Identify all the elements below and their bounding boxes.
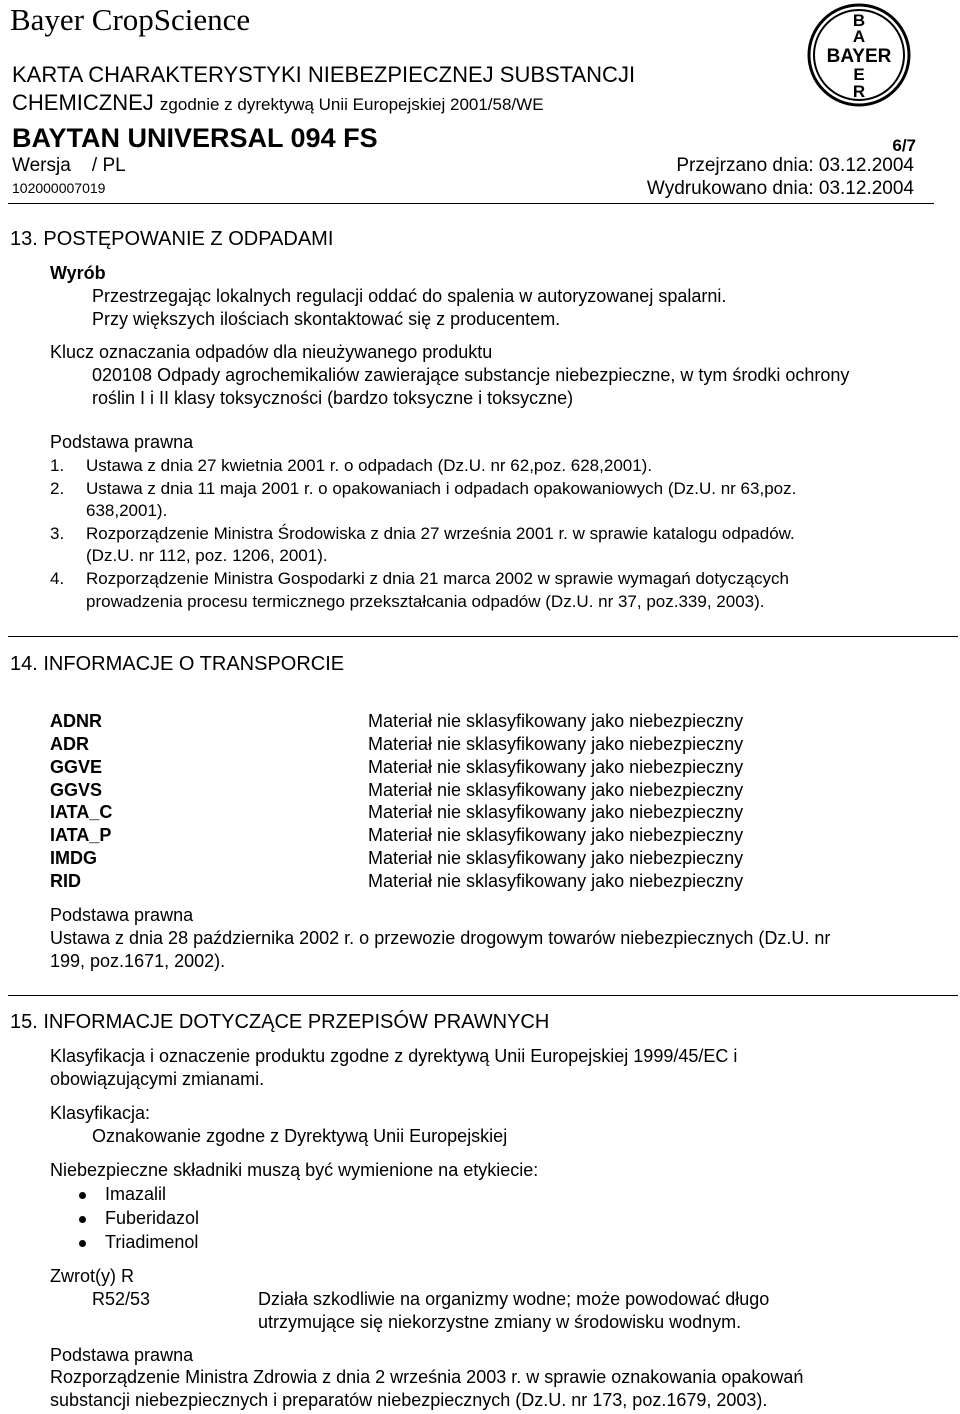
section15-legal-heading: Podstawa prawna [50,1345,194,1365]
document-title-line2 [12,90,544,116]
legal-item-text: Rozporządzenie Ministra Środowiska z dnia 27 września 2001 r. w sprawie katalogu odpadów. [86,524,795,543]
r-phrase-code: R52/53 [92,1289,151,1309]
section15-legal-line: substancji niebezpiecznych i preparatów niebezpiecznych (Dz.U. nr 173, poz.1679, 2003). [50,1390,768,1410]
legal-item-text: Ustawa z dnia 11 maja 2001 r. o opakowaniach i odpadach opakowaniowych (Dz.U. nr 63,poz. [86,479,797,498]
logo-letter: B [852,11,866,30]
section13-product-line: Przy większych ilościach skontaktować się z producentem. [92,309,561,329]
legal-item-text: 638,2001). [86,501,168,520]
logo-letter: BAYER [826,46,892,67]
bullet-icon [79,1240,86,1247]
bullet-icon [79,1192,86,1199]
legal-item-text: Rozporządzenie Ministra Gospodarki z dnia 21 marca 2002 w sprawie wymagań dotyczących [86,569,790,588]
r-phrases-label: Zwrot(y) R [50,1266,134,1286]
component-item: Triadimenol [105,1232,199,1252]
section13-legal-heading: Podstawa prawna [50,432,194,452]
section14-heading: 14. INFORMACJE O TRANSPORCIE [10,653,345,675]
classification-value: Oznakowanie zgodne z Dyrektywą Unii Europejskiej [92,1126,508,1146]
legal-item-number: 2. [50,479,65,498]
transport-code: GGVS [50,780,103,800]
page-number: 6/7 [892,136,916,155]
section13-product-line: Przestrzegając lokalnych regulacji oddać do spalenia w autoryzowanej spalarni. [92,286,727,306]
component-item: Imazalil [105,1184,167,1204]
language-text: / PL [91,155,126,176]
r-phrase-text: Działa szkodliwie na organizmy wodne; może powodować długo [258,1289,770,1309]
logo-letter: A [852,27,866,46]
transport-value: Materiał nie sklasyfikowany jako niebezpieczny [368,802,744,822]
document-title-line1: KARTA CHARAKTERYSTYKI NIEBEZPIECZNEJ SUBSTANCJI [12,62,636,87]
waste-code-line: 020108 Odpady agrochemikaliów zawierające substancje niebezpieczne, w tym środki ochrony [92,365,850,385]
transport-code: IMDG [50,848,97,868]
legal-item-text: prowadzenia procesu termicznego przekształcania odpadów (Dz.U. nr 37, poz.339, 2003). [86,592,765,611]
transport-code: IATA_C [50,802,113,822]
section-divider [8,995,958,996]
transport-value: Materiał nie sklasyfikowany jako niebezpieczny [368,825,744,845]
revised-date: Przejrzano dnia: 03.12.2004 [676,155,914,176]
bayer-cross-logo [806,2,912,108]
company-name: Bayer CropScience [10,2,251,37]
section14-legal-heading: Podstawa prawna [50,905,194,925]
version-label [12,155,126,177]
legal-item-number: 4. [50,569,65,588]
legal-item-number: 3. [50,524,65,543]
components-label: Niebezpieczne składniki muszą być wymienione na etykiecie: [50,1160,539,1180]
section14-legal-line: 199, poz.1671, 2002). [50,951,226,971]
section15-intro-line: Klasyfikacja i oznaczenie produktu zgodne z dyrektywą Unii Europejskiej 1999/45/EC i [50,1046,738,1066]
transport-value: Materiał nie sklasyfikowany jako niebezpieczny [368,757,744,777]
transport-code: ADNR [50,711,102,731]
product-name: BAYTAN UNIVERSAL 094 FS [12,123,378,153]
transport-value: Materiał nie sklasyfikowany jako niebezpieczny [368,848,744,868]
transport-value: Materiał nie sklasyfikowany jako niebezpieczny [368,711,744,731]
legal-item-text: (Dz.U. nr 112, poz. 1206, 2001). [86,546,328,565]
waste-code-heading: Klucz oznaczania odpadów dla nieużywanego produktu [50,342,493,362]
section14-legal-line: Ustawa z dnia 28 października 2002 r. o przewozie drogowym towarów niebezpiecznych (Dz.U. nr [50,928,831,948]
transport-code: IATA_P [50,825,112,845]
header-divider [8,203,934,204]
printed-date: Wydrukowano dnia: 03.12.2004 [646,178,914,199]
section15-legal-line: Rozporządzenie Ministra Zdrowia z dnia 2 września 2003 r. w sprawie oznakowania opakowań [50,1367,804,1387]
document-title-main: CHEMICZNEJ [12,90,154,115]
section13-heading: 13. POSTĘPOWANIE Z ODPADAMI [10,228,334,250]
legal-item-number: 1. [50,456,65,475]
classification-label: Klasyfikacja: [50,1103,151,1123]
legal-item-text: Ustawa z dnia 27 kwietnia 2001 r. o odpadach (Dz.U. nr 62,poz. 628,2001). [86,456,653,475]
component-item: Fuberidazol [105,1208,200,1228]
section-divider [8,636,958,637]
logo-letter: E [853,65,865,84]
r-phrase-text: utrzymujące się niekorzystne zmiany w środowisku wodnym. [258,1312,742,1332]
transport-value: Materiał nie sklasyfikowany jako niebezpieczny [368,780,744,800]
transport-code: ADR [50,734,89,754]
transport-code: GGVE [50,757,103,777]
waste-code-line: roślin I i II klasy toksyczności (bardzo toksyczne i toksyczne) [92,388,574,408]
version-text: Wersja [12,155,71,176]
section13-product-heading: Wyrób [50,263,106,283]
bullet-icon [79,1216,86,1223]
transport-value: Materiał nie sklasyfikowany jako niebezpieczny [368,734,744,754]
logo-letter: R [852,82,866,101]
transport-code: RID [50,871,81,891]
document-title-sub: zgodnie z dyrektywą Unii Europejskiej 2001/58/WE [159,95,544,114]
section15-heading: 15. INFORMACJE DOTYCZĄCE PRZEPISÓW PRAWNYCH [10,1011,550,1033]
document-number: 102000007019 [12,180,106,196]
transport-value: Materiał nie sklasyfikowany jako niebezpieczny [368,871,744,891]
section15-intro-line: obowiązującymi zmianami. [50,1069,265,1089]
